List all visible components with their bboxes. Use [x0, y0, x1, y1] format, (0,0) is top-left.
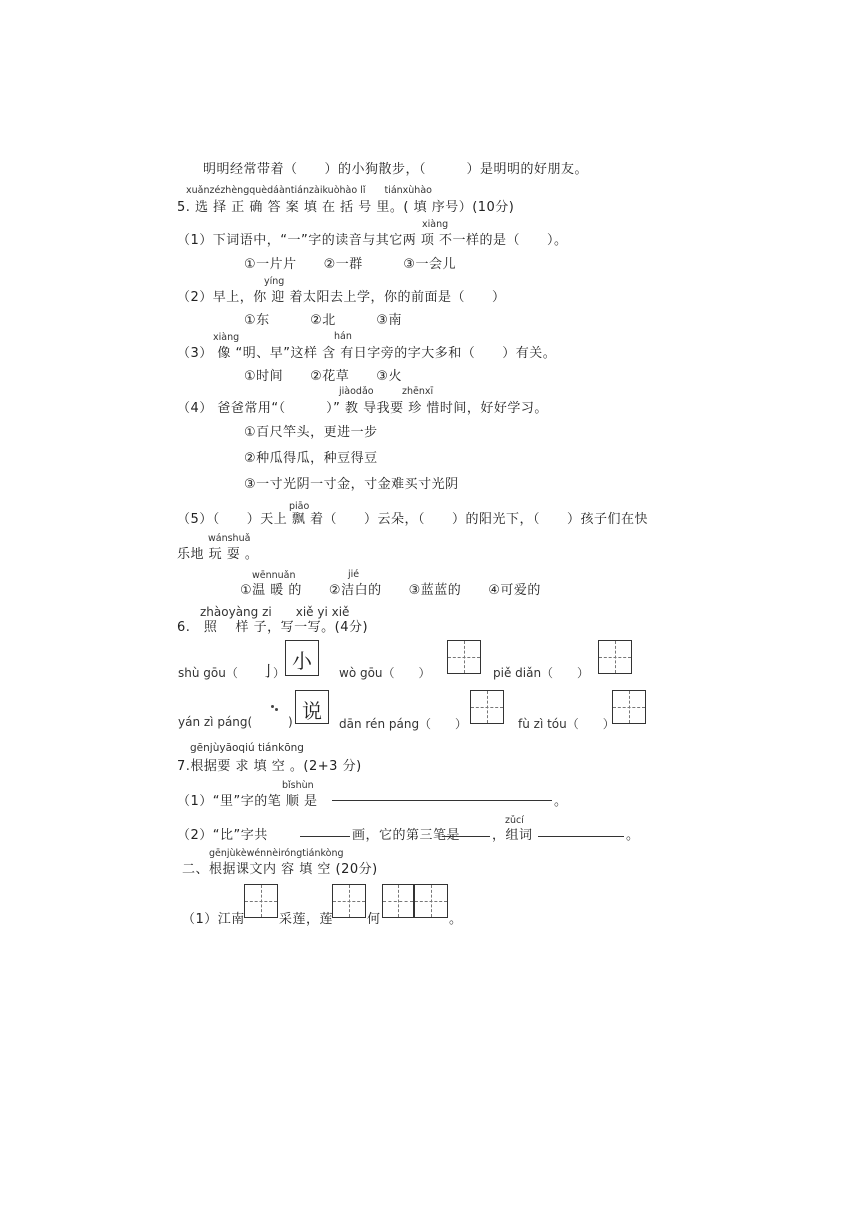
q5-4-pinyin-b: zhēnxī [402, 386, 434, 397]
q6-pinyin: zhàoyàng zi xiě yi xiě [200, 605, 350, 619]
section2-1-text-b: 采莲，莲 [279, 912, 334, 927]
example-char-shuo: 说 [302, 699, 322, 723]
q5-3-options: ①时间 ②花草 ③火 [244, 369, 402, 384]
q5-5-opt-pinyin-b: jié [348, 569, 360, 580]
q7-2-text-a: （2）“比”字共 [177, 828, 268, 843]
section2-1-text-a: （1）江南 [182, 912, 245, 927]
scan-speck [275, 708, 278, 711]
answer-line-bishun[interactable] [332, 800, 552, 801]
q5-2-pinyin: yíng [264, 276, 285, 287]
answer-line-third-stroke[interactable] [442, 836, 490, 837]
q5-5-pinyin: piāo [289, 501, 310, 512]
q5-3-pinyin-a: xiàng [213, 332, 240, 343]
answer-box-jiangnan[interactable] [244, 884, 278, 918]
q5-4-option-2: ②种瓜得瓜，种豆得豆 [244, 451, 378, 466]
q6-row1-b-label: wò gōu（ ） [339, 666, 431, 680]
q6-row2-a-close: ) [288, 715, 293, 729]
q7-1-pinyin: bǐshùn [282, 780, 314, 791]
section2-pinyin: gēnjùkèwénnèiróngtiánkòng [209, 848, 344, 859]
q5-1-text: （1）下词语中，“一”字的读音与其它两 项 不一样的是（ ）。 [177, 233, 568, 248]
q5-4-option-3: ③一寸光阴一寸金，寸金难买寸光阴 [244, 477, 459, 492]
q5-5-cont: 乐地 玩 耍 。 [177, 547, 259, 562]
q6-title: 6. 照 样 子，写一写。(4分) [177, 620, 369, 635]
q5-4-option-1: ①百尺竿头，更进一步 [244, 425, 378, 440]
q7-pinyin: gēnjùyāoqiú tiánkōng [190, 742, 304, 754]
q5-3-pinyin-b: hán [334, 331, 352, 342]
q6-row1-a-label: shù gōu（ [178, 666, 238, 680]
q7-1-text: （1）“里”字的笔 顺 是 [177, 794, 318, 809]
line-top: 明明经常带着（ ）的小狗散步，（ ）是明明的好朋友。 [203, 162, 589, 177]
q7-title: 7.根据要 求 填 空 。(2+3 分) [177, 759, 362, 774]
q5-title: 5. 选 择 正 确 答 案 填 在 括 号 里。( 填 序号）(10分) [177, 200, 515, 215]
q6-row2-b-label: dān rén páng（ ） [339, 717, 468, 731]
q6-row1-a-stroke: 亅 [261, 662, 277, 680]
answer-box-wogou[interactable] [447, 640, 481, 674]
q7-2-pinyin: zǔcí [505, 815, 524, 826]
section2-1-text-c: 何 [367, 912, 381, 927]
q5-5-text: （5）（ ）天上 飘 着（ ）云朵，（ ）的阳光下，（ ）孩子们在快 [177, 512, 649, 527]
q5-4-pinyin-a: jiàodǎo [339, 386, 374, 397]
answer-box-he-2[interactable] [414, 884, 448, 918]
answer-box-danrenpang[interactable] [470, 690, 504, 724]
answer-box-lian[interactable] [332, 884, 366, 918]
example-box-shuo [295, 690, 329, 724]
example-char-xiao: 小 [292, 649, 312, 673]
q5-5-opt-pinyin-a: wēnnuǎn [252, 570, 296, 581]
answer-line-zuci[interactable] [538, 836, 624, 837]
q5-5-options: ①温 暖 的 ②洁白的 ③蓝蓝的 ④可爱的 [240, 583, 541, 598]
answer-box-fuzitou[interactable] [612, 690, 646, 724]
q6-row2-c-label: fù zì tóu（ ） [518, 717, 615, 731]
q5-4-text: （4） 爸爸常用“（ ）” 教 导我要 珍 惜时间，好好学习。 [177, 401, 548, 416]
q5-1-pinyin: xiàng [422, 219, 449, 230]
section2-title: 二、根据课文内 容 填 空 (20分) [182, 862, 378, 877]
answer-box-he-1[interactable] [382, 884, 414, 918]
q5-1-options: ①一片片 ②一群 ③一会儿 [244, 257, 456, 272]
q5-2-options: ①东 ②北 ③南 [244, 313, 402, 328]
scan-speck [271, 705, 274, 708]
q5-2-text: （2）早上，你 迎 着太阳去上学，你的前面是（ ） [177, 290, 506, 305]
q6-row2-a-label: yán zì páng( [178, 715, 253, 729]
section2-1-end: 。 [449, 912, 463, 927]
q5-5-cont-pinyin: wánshuǎ [208, 533, 251, 544]
q6-row1-a-close: ） [273, 666, 286, 680]
example-box-xiao [285, 640, 319, 676]
q7-2-end: 。 [626, 828, 640, 843]
answer-box-piedian[interactable] [598, 640, 632, 674]
q7-2-text-b: 画，它的第三笔是 [352, 828, 461, 843]
q6-row1-c-label: piě diǎn（ ） [493, 666, 590, 680]
q7-1-end: 。 [554, 794, 568, 809]
q7-2-text-c: ，组词 [492, 828, 533, 843]
q5-3-text: （3） 像 “明、早”这样 含 有日字旁的字大多和（ ）有关。 [177, 346, 557, 361]
answer-line-stroke-count[interactable] [300, 836, 350, 837]
q5-pinyin: xuǎnzézhèngquèdáàntiánzàikuòhào lǐ tiánxùhào [186, 185, 432, 196]
